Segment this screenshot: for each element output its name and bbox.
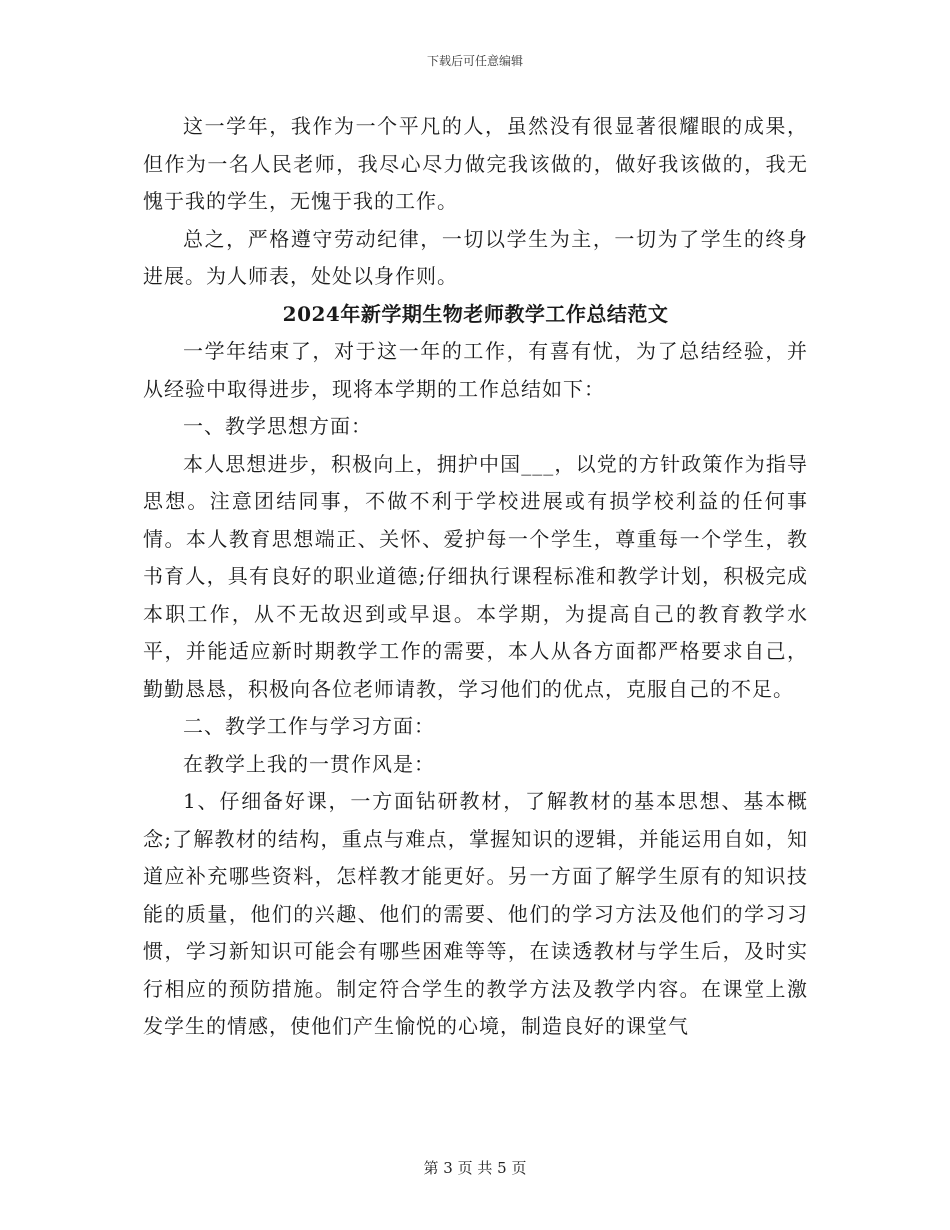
paragraph: 总之，严格遵守劳动纪律，一切以学生为主，一切为了学生的终身进展。为人师表，处处以身作则。 — [143, 226, 808, 288]
document-body — [143, 108, 808, 1046]
page-header-note: 下载后可任意编辑 — [426, 54, 523, 68]
paragraph: 一学年结束了，对于这一年的工作，有喜有忧，为了总结经验，并从经验中取得进步，现将本学期的工作总结如下： — [143, 339, 808, 401]
paragraph: 本人思想进步，积极向上，拥护中国___，以党的方针政策作为指导思想。注意团结同事，不做不利于学校进展或有损学校利益的任何事情。本人教育思想端正、关怀、爱护每一个学生，尊重每一个学生，教书育人，具有良好的职业道德;仔细执行课程标准和教学计划，积极完成本职工作，从不无故迟到或早退。本学期，为提高自己的教育教学水平，并能适应新时期教学工作的需要，本人从各方面都严格要求自己，勤勤恳恳，积极向各位老师请教，学习他们的优点，克服自己的不足。 — [143, 451, 808, 701]
page-number: 第 3 页 共 5 页 — [423, 1159, 527, 1177]
paragraph: 1、仔细备好课，一方面钻研教材，了解教材的基本思想、基本概念;了解教材的结构，重点与难点，掌握知识的逻辑，并能运用自如，知道应补充哪些资料，怎样教才能更好。另一方面了解学生原有的知识技能的质量，他们的兴趣、他们的需要、他们的学习方法及他们的学习习惯，学习新知识可能会有哪些困难等等，在读透教材与学生后，及时实行相应的预防措施。制定符合学生的教学方法及教学内容。在课堂上激发学生的情感，使他们产生愉悦的心境，制造良好的课堂气 — [143, 789, 808, 1038]
section-heading: 二、教学工作与学习方面： — [183, 714, 435, 738]
section-heading: 一、教学思想方面： — [183, 414, 372, 438]
paragraph: 在教学上我的一贯作风是： — [183, 751, 435, 776]
section-title: 2024年新学期生物老师教学工作总结范文 — [282, 301, 669, 326]
paragraph: 这一学年，我作为一个平凡的人，虽然没有很显著很耀眼的成果，但作为一名人民老师，我尽心尽力做完我该做的，做好我该做的，我无愧于我的学生，无愧于我的工作。 — [143, 114, 808, 213]
